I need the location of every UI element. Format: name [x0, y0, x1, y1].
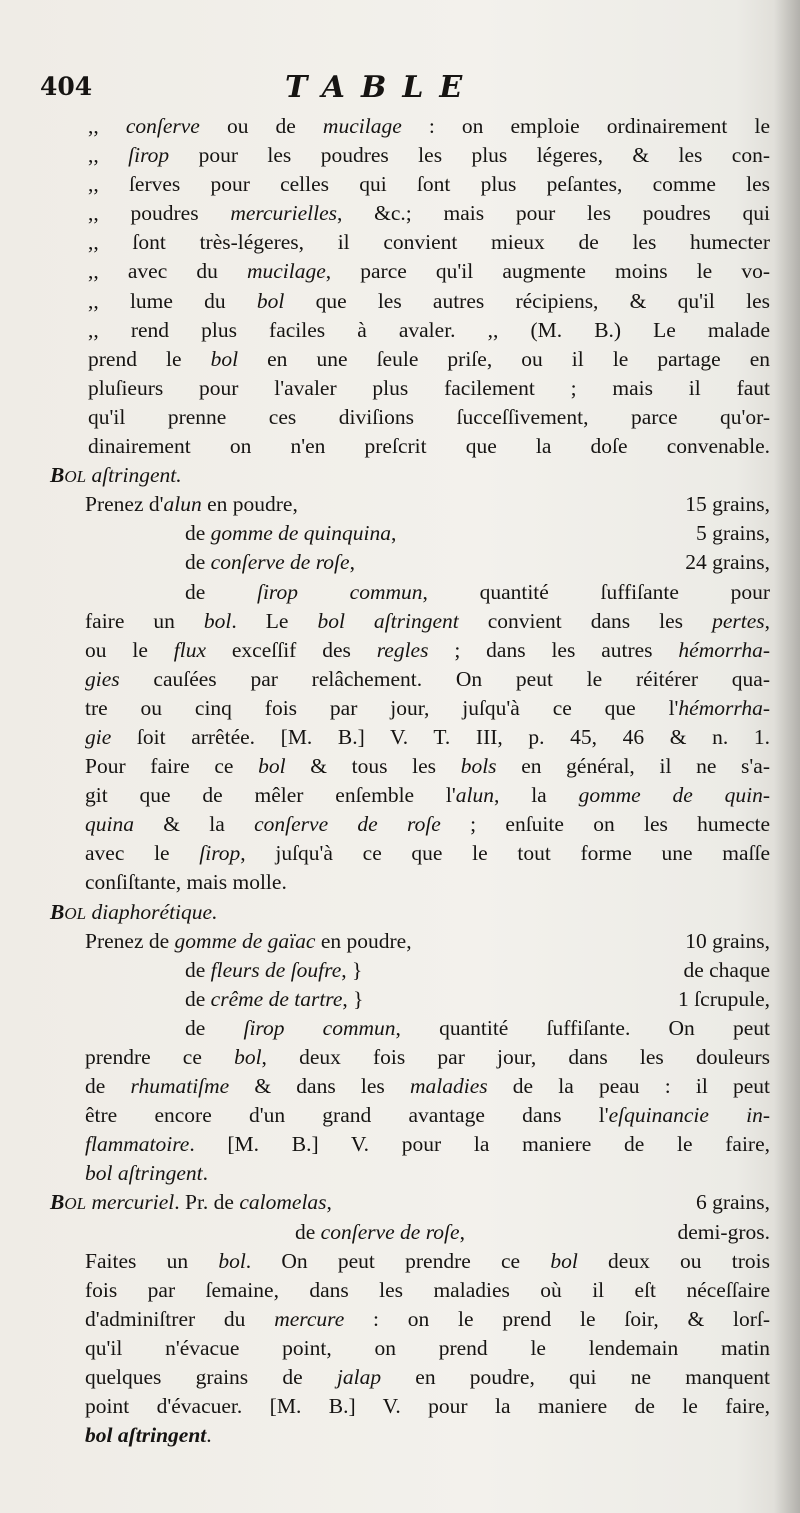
text-line: bol aſtringent. — [85, 1161, 209, 1186]
text-line: ,, rend plus faciles à avaler. ,, (M. B.) Le malade — [88, 317, 770, 342]
text-line: dinairement on n'en preſcrit que la doſe convenable. — [88, 434, 770, 459]
text-line: git que de mêler enſemble l'alun, la gomme de quin- — [85, 783, 770, 808]
section-heading: BOL diaphorétique. — [50, 899, 218, 924]
recipe-ingredient: BOL mercuriel. Pr. de calomelas, — [50, 1190, 332, 1215]
text-line: ,, conſerve ou de mucilage : on emploie ordinairement le — [88, 114, 771, 138]
text-line: flammatoire. [M. B.] V. pour la maniere de le faire, — [85, 1132, 770, 1157]
text-line: bol aſtringent. — [85, 1423, 212, 1448]
text-line: ,, avec du mucilage, parce qu'il augmente moins le vo- — [88, 259, 770, 284]
text-line: de ſirop commun, quantité ſuffiſante pour — [185, 579, 770, 604]
recipe-quantity: 24 grains, — [685, 550, 770, 575]
body-text — [50, 112, 770, 1450]
text-line: gie ſoit arrêtée. [M. B.] V. T. III, p. 45, 46 & n. 1. — [85, 724, 770, 749]
text-line — [50, 985, 770, 1014]
text-line: prend le bol en une ſeule priſe, ou il le partage en — [88, 346, 770, 371]
running-title: TABLE — [285, 70, 479, 105]
text-line: tre ou cinq fois par jour, juſqu'à ce que l'hémorrha- — [85, 695, 770, 720]
text-line: conſiſtante, mais molle. — [85, 870, 287, 895]
text-line: Pour faire ce bol & tous les bols en général, il ne s'a- — [85, 754, 770, 779]
recipe-ingredient: de fleurs de ſoufre, } — [185, 957, 363, 982]
text-line: d'adminiſtrer du mercure : on le prend le ſoir, & lorſ- — [85, 1306, 770, 1331]
text-line: ,, ſont très-légeres, il convient mieux de les humecter — [88, 230, 770, 255]
recipe-ingredient: Prenez d'alun en poudre, — [85, 492, 298, 517]
text-line: avec le ſirop, juſqu'à ce que le tout forme une maſſe — [85, 841, 770, 866]
text-line: de ſirop commun, quantité ſuffiſante. On peut — [185, 1015, 770, 1040]
page-number: 404 — [40, 72, 93, 101]
page-edge-shadow — [774, 0, 800, 1513]
recipe-quantity: 1 ſcrupule, — [678, 986, 770, 1011]
page-header — [0, 72, 800, 112]
text-line: ou le flux exceſſif des regles ; dans les autres hémorrha- — [85, 637, 770, 662]
text-line: ,, ſirop pour les poudres les plus légeres, & les con- — [88, 143, 770, 168]
text-line: ,, ſerves pour celles qui ſont plus peſantes, comme les — [88, 172, 770, 197]
text-line — [50, 519, 770, 548]
recipe-quantity: 6 grains, — [695, 1190, 770, 1215]
text-line: qu'il n'évacue point, on prend le lendemain matin — [85, 1335, 770, 1360]
text-line: Faites un bol. On peut prendre ce bol deux ou trois — [85, 1248, 770, 1273]
recipe-ingredient: de crême de tartre, } — [185, 986, 364, 1011]
text-line: quina & la conſerve de roſe ; enſuite on les humecte — [85, 812, 770, 837]
text-line — [50, 927, 770, 956]
recipe-quantity: de chaque — [683, 957, 770, 982]
text-line: ,, poudres mercurielles, &c.; mais pour les poudres qui — [88, 201, 770, 226]
text-line: gies cauſées par relâchement. On peut le réitérer qua- — [85, 666, 770, 691]
text-line: point d'évacuer. [M. B.] V. pour la maniere de le faire, — [85, 1394, 770, 1419]
recipe-quantity: 15 grains, — [685, 492, 770, 517]
text-line: pluſieurs pour l'avaler plus facilement ; mais il faut — [88, 375, 770, 400]
text-line — [50, 956, 770, 985]
text-line: quelques grains de jalap en poudre, qui ne manquent — [85, 1365, 771, 1390]
recipe-ingredient: Prenez de gomme de gaïac en poudre, — [85, 928, 412, 953]
text-line — [50, 490, 770, 519]
text-line: qu'il prenne ces diviſions ſucceſſivement, parce qu'or- — [88, 404, 770, 429]
text-line — [50, 548, 770, 577]
recipe-ingredient: de conſerve de roſe, — [295, 1219, 465, 1244]
text-line: de rhumatiſme & dans les maladies de la peau : il peut — [85, 1074, 770, 1099]
recipe-quantity: demi-gros. — [677, 1219, 770, 1244]
text-line: être encore d'un grand avantage dans l'eſquinancie in- — [85, 1103, 771, 1128]
text-line: fois par ſemaine, dans les maladies où il eſt néceſſaire — [85, 1277, 770, 1302]
recipe-ingredient: de gomme de quinquina, — [185, 521, 397, 546]
recipe-ingredient: de conſerve de roſe, — [185, 550, 355, 575]
recipe-quantity: 5 grains, — [695, 521, 770, 546]
text-line — [50, 1218, 770, 1247]
text-line: faire un bol. Le bol aſtringent convient dans les pertes, — [85, 608, 770, 633]
text-line: ,, lume du bol que les autres récipiens, & qu'il les — [88, 288, 770, 313]
section-heading: BOL aſtringent. — [50, 463, 182, 488]
text-line — [50, 1188, 770, 1217]
recipe-quantity: 10 grains, — [685, 928, 770, 953]
text-line: prendre ce bol, deux fois par jour, dans les douleurs — [85, 1045, 770, 1069]
